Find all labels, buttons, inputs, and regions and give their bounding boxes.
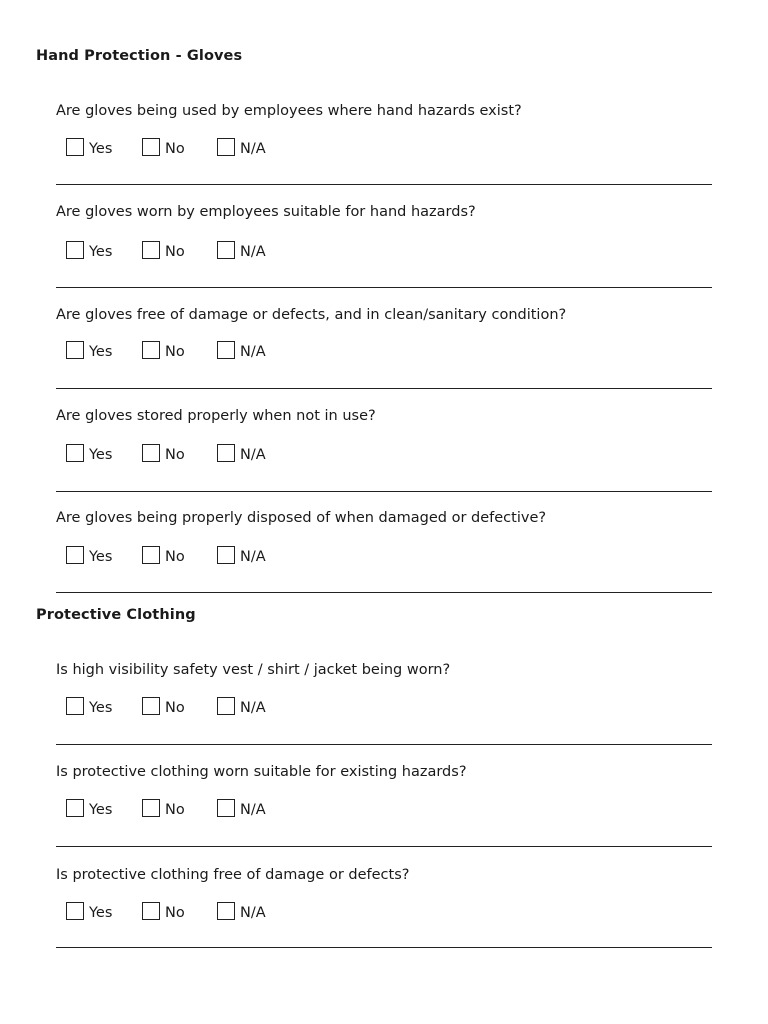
yes-label: Yes [89,344,113,360]
yes-label: Yes [89,700,113,716]
na-label: N/A [240,447,266,463]
na-label: N/A [240,244,266,260]
yes-checkbox[interactable] [66,902,84,920]
question-text: Are gloves free of damage or defects, and in clean/sanitary condition? [56,307,567,323]
na-label: N/A [240,344,266,360]
section-title-protective-clothing: Protective Clothing [36,607,196,623]
no-label: No [165,549,185,565]
na-checkbox[interactable] [217,241,235,259]
no-label: No [165,447,185,463]
na-checkbox[interactable] [217,697,235,715]
no-checkbox[interactable] [142,902,160,920]
na-label: N/A [240,549,266,565]
question-text: Are gloves being used by employees where hand hazards exist? [56,103,522,119]
no-label: No [165,905,185,921]
yes-checkbox[interactable] [66,546,84,564]
no-checkbox[interactable] [142,697,160,715]
na-label: N/A [240,141,266,157]
yes-checkbox[interactable] [66,444,84,462]
yes-checkbox[interactable] [66,341,84,359]
no-checkbox[interactable] [142,341,160,359]
divider [56,947,712,948]
divider [56,592,712,593]
no-label: No [165,244,185,260]
yes-label: Yes [89,549,113,565]
divider [56,388,712,389]
question-text: Is protective clothing worn suitable for existing hazards? [56,764,467,780]
divider [56,846,712,847]
divider [56,491,712,492]
question-text: Is high visibility safety vest / shirt / jacket being worn? [56,662,451,678]
na-checkbox[interactable] [217,444,235,462]
yes-label: Yes [89,905,113,921]
yes-label: Yes [89,447,113,463]
no-label: No [165,344,185,360]
yes-label: Yes [89,244,113,260]
divider [56,744,712,745]
no-checkbox[interactable] [142,138,160,156]
na-checkbox[interactable] [217,799,235,817]
question-text: Are gloves worn by employees suitable for hand hazards? [56,204,476,220]
question-text: Is protective clothing free of damage or defects? [56,867,410,883]
no-label: No [165,802,185,818]
na-checkbox[interactable] [217,902,235,920]
no-checkbox[interactable] [142,241,160,259]
no-label: No [165,700,185,716]
yes-checkbox[interactable] [66,799,84,817]
na-label: N/A [240,802,266,818]
na-checkbox[interactable] [217,138,235,156]
divider [56,184,712,185]
question-text: Are gloves being properly disposed of when damaged or defective? [56,510,547,526]
na-checkbox[interactable] [217,546,235,564]
yes-label: Yes [89,141,113,157]
na-label: N/A [240,700,266,716]
section-title-hand-protection: Hand Protection - Gloves [36,48,243,64]
no-checkbox[interactable] [142,799,160,817]
na-label: N/A [240,905,266,921]
yes-checkbox[interactable] [66,138,84,156]
no-label: No [165,141,185,157]
question-text: Are gloves stored properly when not in use? [56,408,376,424]
no-checkbox[interactable] [142,444,160,462]
na-checkbox[interactable] [217,341,235,359]
yes-label: Yes [89,802,113,818]
no-checkbox[interactable] [142,546,160,564]
divider [56,287,712,288]
yes-checkbox[interactable] [66,697,84,715]
yes-checkbox[interactable] [66,241,84,259]
